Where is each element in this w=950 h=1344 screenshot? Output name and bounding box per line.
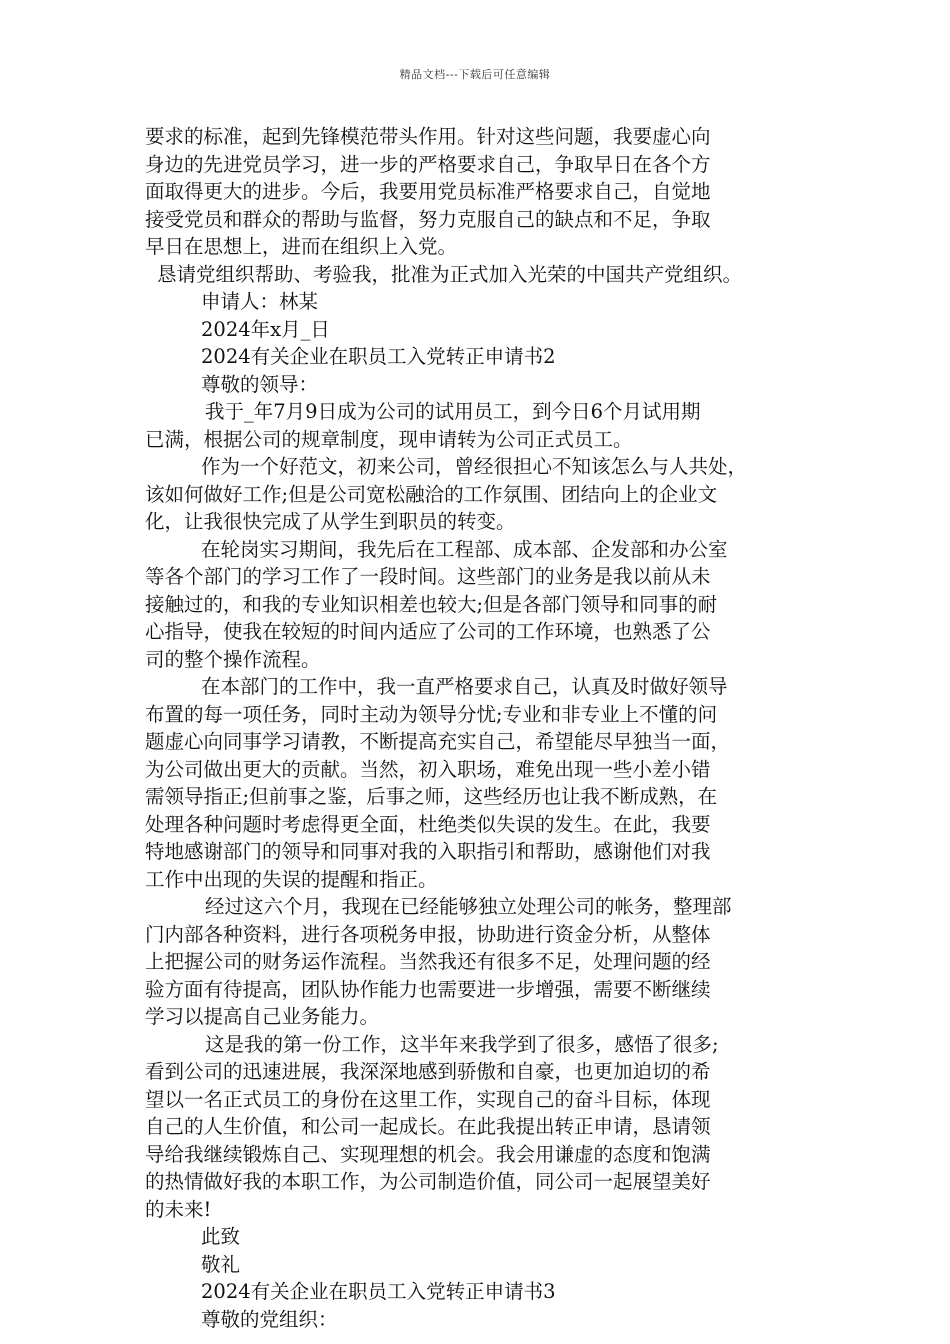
text-line: 早日在思想上，进而在组织上入党。 [145,235,458,258]
text-line: 这是我的第一份工作，这半年来我学到了很多，感悟了很多; [205,1032,719,1056]
text-line: 接受党员和群众的帮助与监督，努力克服自己的缺点和不足，争取 [145,207,711,231]
text-line: 面取得更大的进步。今后，我要用党员标准严格要求自己，自觉地 [145,180,711,203]
text-line: 2024有关企业在职员工入党转正申请书3 [201,1280,556,1303]
text-line: 题虚心向同事学习请教，不断提高充实自己，希望能尽早独当一面， [145,730,731,753]
text-line: 等各个部门的学习工作了一段时间。这些部门的业务是我以前从未 [145,565,711,588]
text-line: 申请人：林某 [201,290,319,313]
page-header: 精品文档---下载后可任意编辑 [399,68,551,81]
text-line: 已满，根据公司的规章制度，现申请转为公司正式员工。 [145,427,633,451]
text-line: 看到公司的迅速进展，我深深地感到骄傲和自豪，也更加迫切的希 [145,1060,711,1083]
text-line: 需领导指正;但前事之鉴，后事之师，这些经历也让我不断成熟，在 [145,785,718,808]
text-line: 身边的先进党员学习，进一步的严格要求自己，争取早日在各个方 [145,152,711,176]
text-line: 心指导，使我在较短的时间内适应了公司的工作环境，也熟悉了公 [145,620,711,643]
text-line: 导给我继续锻炼自己、实现理想的机会。我会用谦虚的态度和饱满 [145,1142,711,1166]
text-line: 该如何做好工作;但是公司宽松融洽的工作氛围、团结向上的企业文 [145,482,718,506]
text-line: 我于_年7月9日成为公司的试用员工，到今日6个月试用期 [205,400,701,423]
text-line: 工作中出现的失误的提醒和指正。 [145,867,438,891]
text-line: 经过这六个月，我现在已经能够独立处理公司的帐务，整理部 [205,895,732,918]
text-line: 学习以提高自己业务能力。 [145,1005,380,1028]
text-line: 布置的每一项任务，同时主动为领导分忧;专业和非专业上不懂的问 [145,702,718,726]
text-line: 在本部门的工作中，我一直严格要求自己，认真及时做好领导 [201,675,728,698]
text-line: 此致 [201,1225,241,1248]
text-line: 尊敬的党组织： [201,1307,338,1331]
document-body [145,123,815,1333]
text-line: 验方面有待提高，团队协作能力也需要进一步增强，需要不断继续 [145,977,711,1001]
text-line: 门内部各种资料，进行各项税务申报，协助进行资金分析，从整体 [145,922,711,946]
text-line: 恳请党组织帮助、考验我，批准为正式加入光荣的中国共产党组织。 [157,262,743,286]
text-line: 2024有关企业在职员工入党转正申请书2 [201,345,556,368]
text-line: 的未来! [145,1197,212,1221]
text-line: 2024年x月_日 [201,317,330,341]
text-line: 特地感谢部门的领导和同事对我的入职指引和帮助，感谢他们对我 [145,840,711,863]
text-line: 敬礼 [201,1252,241,1276]
text-line: 在轮岗实习期间，我先后在工程部、成本部、企发部和办公室 [201,537,728,561]
text-line: 尊敬的领导： [201,372,319,396]
text-line: 上把握公司的财务运作流程。当然我还有很多不足，处理问题的经 [145,950,711,973]
text-line: 自己的人生价值，和公司一起成长。在此我提出转正申请，恳请领 [145,1115,711,1138]
text-line: 处理各种问题时考虑得更全面，杜绝类似失误的发生。在此，我要 [145,812,711,836]
text-line: 作为一个好范文，初来公司，曾经很担心不知该怎么与人共处， [201,455,748,478]
text-line: 化，让我很快完成了从学生到职员的转变。 [145,510,516,533]
text-line: 司的整个操作流程。 [145,647,321,671]
text-line: 为公司做出更大的贡献。当然，初入职场，难免出现一些小差小错 [145,757,711,781]
text-line: 望以一名正式员工的身份在这里工作，实现自己的奋斗目标，体现 [145,1087,711,1111]
text-line: 的热情做好我的本职工作，为公司制造价值，同公司一起展望美好 [145,1170,711,1193]
text-line: 接触过的，和我的专业知识相差也较大;但是各部门领导和同事的耐 [145,592,718,616]
text-line: 要求的标准，起到先锋模范带头作用。针对这些问题，我要虚心向 [145,125,711,148]
